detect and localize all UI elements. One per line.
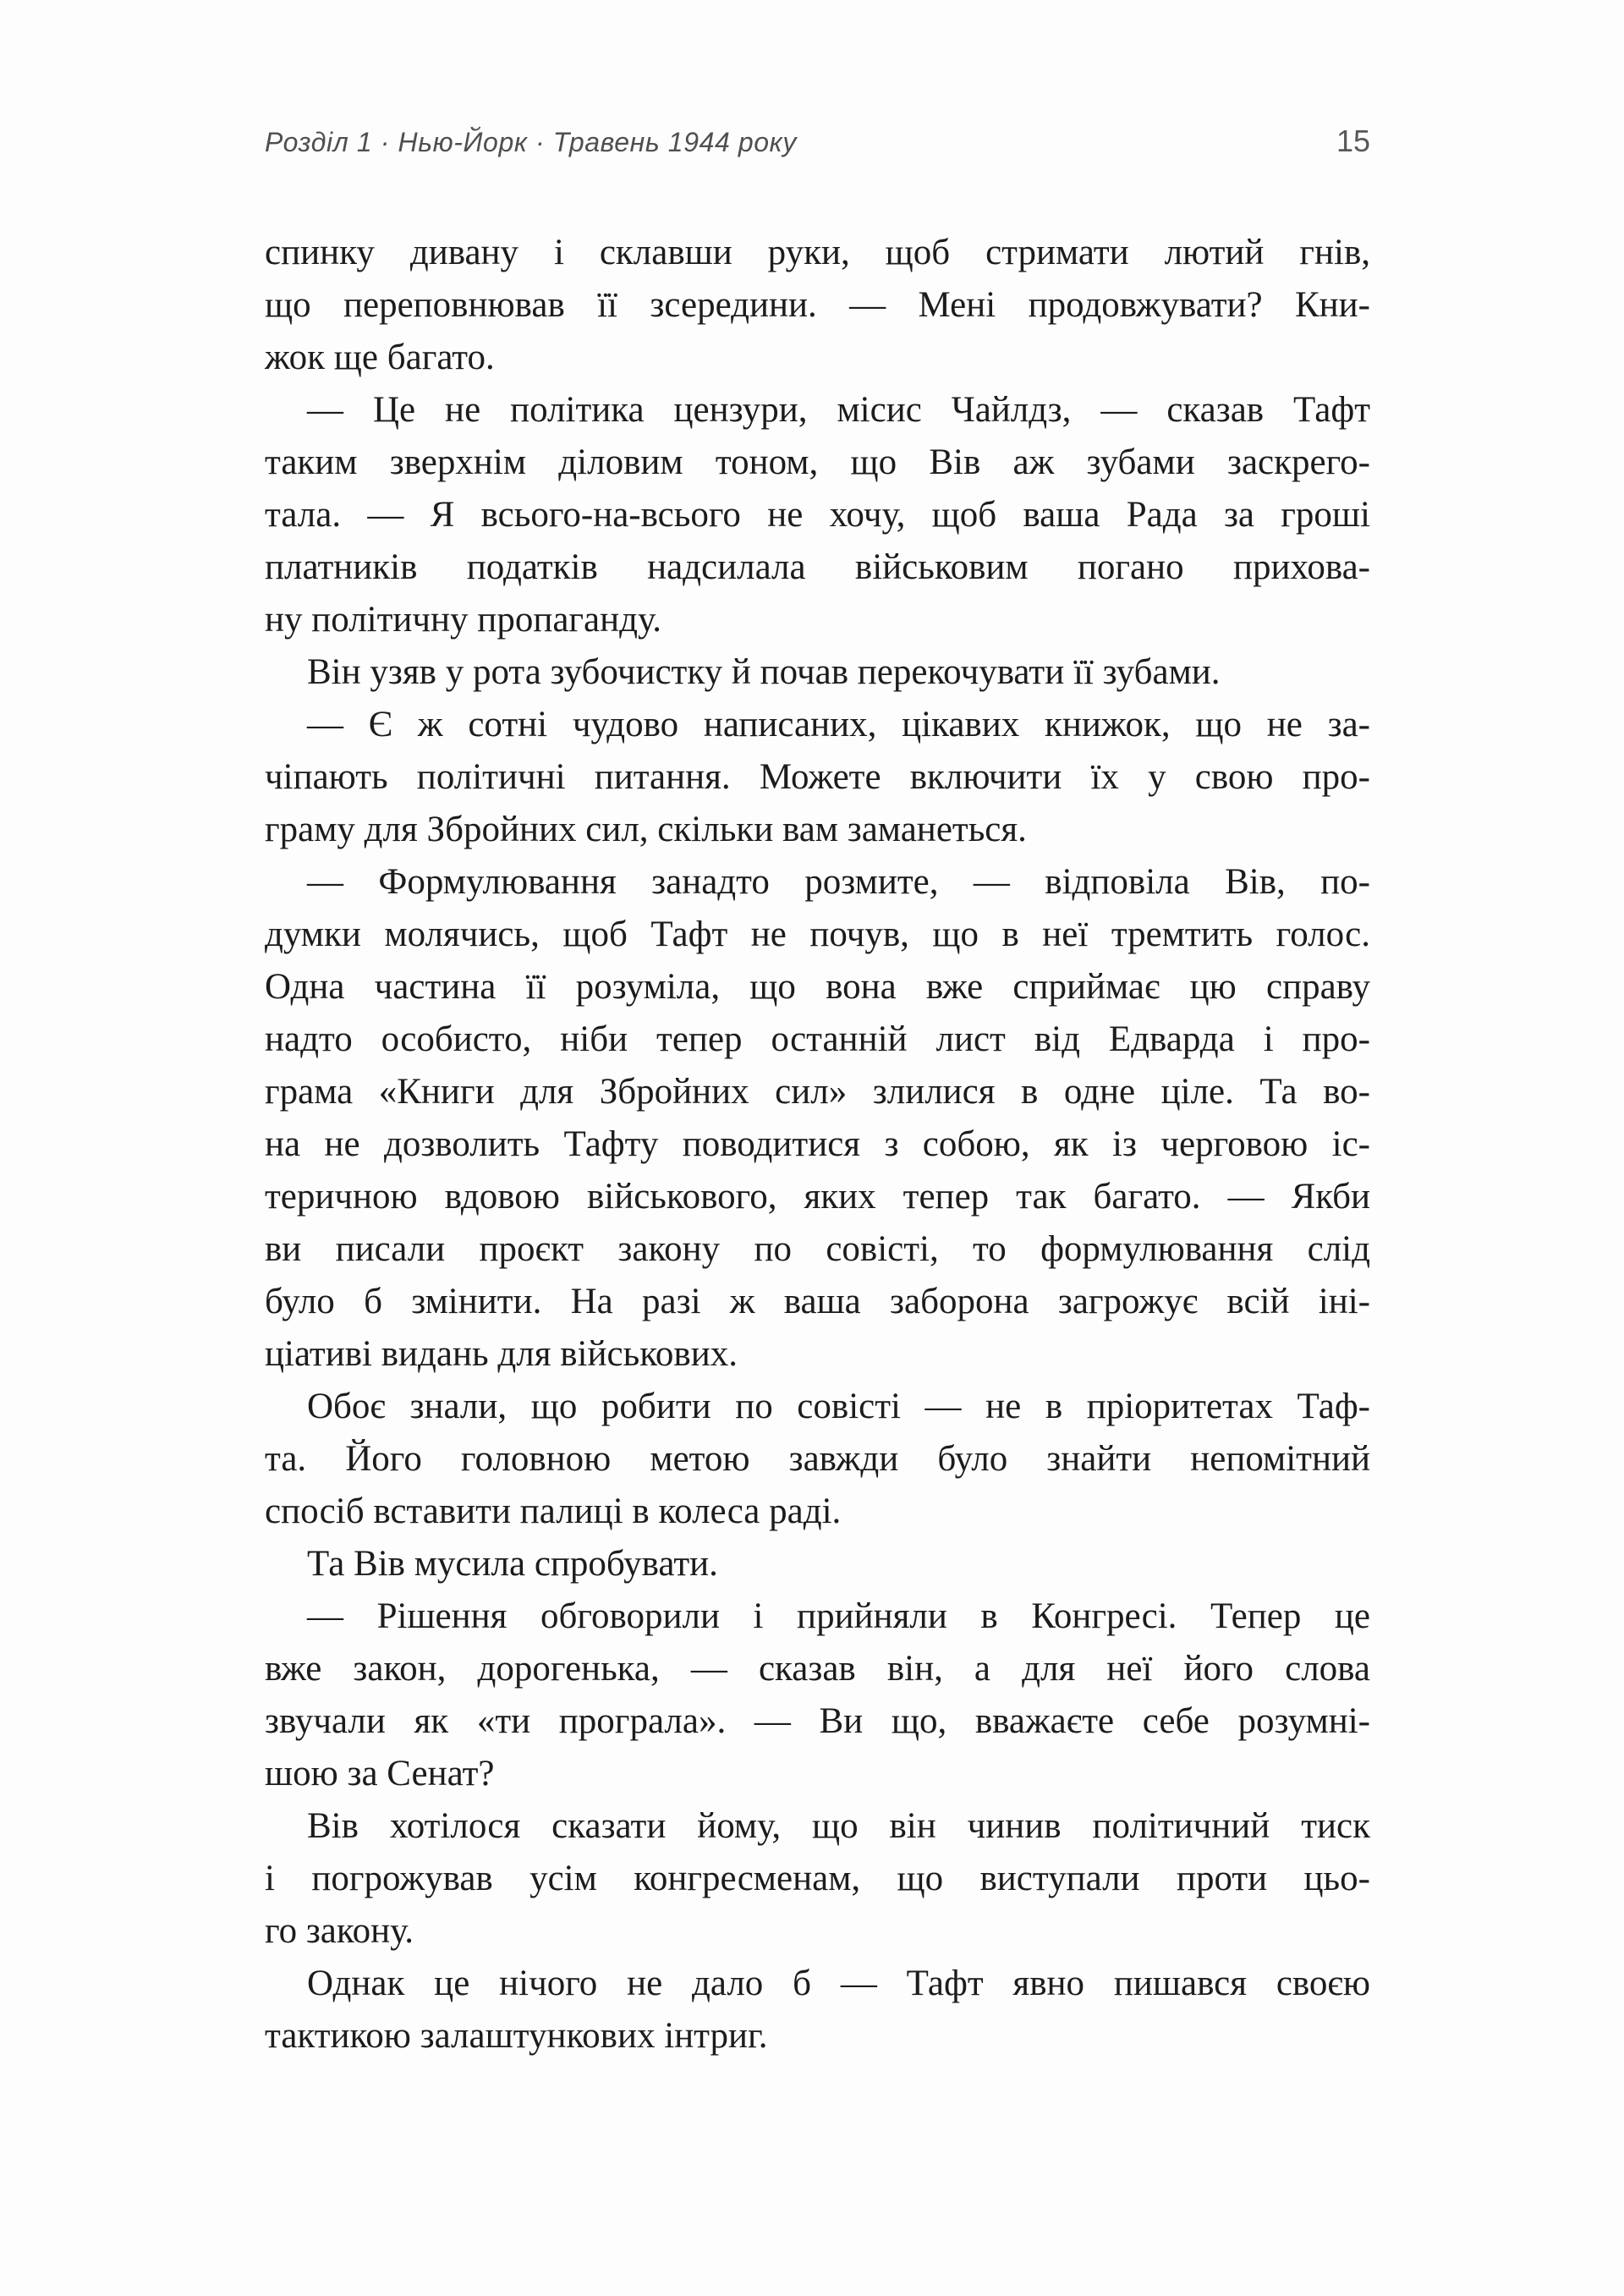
text-line: і погрожував усім конгресменам, що виступали проти цьо- <box>265 1859 1370 1898</box>
text-line: спинку дивану і склавши руки, щоб стримати лютий гнів, <box>265 233 1370 272</box>
text-line: та. Його головною метою завжди було знайти непомітний <box>265 1439 1370 1479</box>
text-line: — Є ж сотні чудово написаних, цікавих книжок, що не за- <box>307 705 1370 744</box>
text-line: теричною вдовою військового, яких тепер так багато. — Якби <box>265 1177 1370 1217</box>
text-line: платників податків надсилала військовим погано прихова- <box>265 547 1370 587</box>
chapter-heading: Розділ 1 · Нью-Йорк · Травень 1944 року <box>265 127 797 157</box>
text-line: вже закон, дорогенька, — сказав він, а для неї його слова <box>265 1649 1370 1689</box>
text-line: думки молячись, щоб Тафт не почув, що в неї тремтить голос. <box>265 915 1370 954</box>
text-line: тала. — Я всього-на-всього не хочу, щоб ваша Рада за гроші <box>265 495 1370 535</box>
text-line: тактикою залаштункових інтриг. <box>265 2016 768 2056</box>
text-line: надто особисто, ніби тепер останній лист від Едварда і про- <box>265 1019 1370 1059</box>
text-line: Обоє знали, що робити по совісті — не в пріоритетах Таф- <box>307 1387 1370 1426</box>
text-line: граму для Збройних сил, скільки вам заманеться. <box>265 810 1027 849</box>
text-line: ціативі видань для військових. <box>265 1334 738 1374</box>
text-line: звучали як «ти програла». — Ви що, вважаєте себе розумні- <box>265 1701 1370 1741</box>
text-line: Вів хотілося сказати йому, що він чинив політичний тиск <box>307 1806 1370 1846</box>
text-line: шою за Сенат? <box>265 1754 495 1793</box>
text-line: Та Вів мусила спробувати. <box>307 1544 718 1584</box>
text-line: жок ще багато. <box>265 338 495 377</box>
text-line: грама «Книги для Збройних сил» злилися в одне ціле. Та во- <box>265 1072 1370 1112</box>
text-line: ну політичну пропаганду. <box>265 600 661 640</box>
text-line: — Це не політика цензури, місис Чайлдз, — сказав Тафт <box>307 390 1370 430</box>
text-line: на не дозволить Тафту поводитися з собою, як із черговою іс- <box>265 1124 1370 1164</box>
text-line: було б змінити. На разі ж ваша заборона загрожує всій іні- <box>265 1282 1370 1321</box>
body-text <box>265 227 1370 2063</box>
text-line: — Формулювання занадто розмите, — відповіла Вів, по- <box>307 862 1370 902</box>
text-line: го закону. <box>265 1911 414 1951</box>
text-line: таким зверхнім діловим тоном, що Вів аж зубами заскрего- <box>265 442 1370 482</box>
text-line: ви писали проєкт закону по совісті, то формулювання слід <box>265 1229 1370 1269</box>
text-line: Він узяв у рота зубочистку й почав перекочувати її зубами. <box>307 652 1221 692</box>
text-line: Однак це нічого не дало б — Тафт явно пишався своєю <box>307 1964 1370 2003</box>
text-line: чіпають політичні питання. Можете включити їх у свою про- <box>265 757 1370 797</box>
text-line: що переповнював її зсередини. — Мені продовжувати? Кни- <box>265 285 1370 325</box>
running-header <box>265 124 1370 159</box>
page-number: 15 <box>1336 124 1370 158</box>
text-line: — Рішення обговорили і прийняли в Конгресі. Тепер це <box>307 1596 1370 1636</box>
text-line: Одна частина її розуміла, що вона вже сприймає цю справу <box>265 967 1370 1007</box>
text-line: спосіб вставити палиці в колеса раді. <box>265 1491 842 1531</box>
